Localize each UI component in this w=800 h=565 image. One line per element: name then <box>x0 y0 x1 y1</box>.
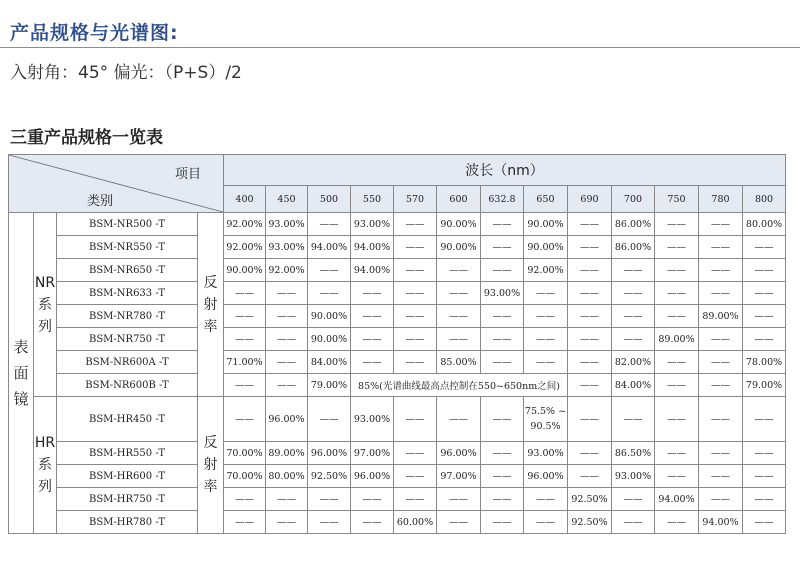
value-cell: —— <box>481 511 524 534</box>
value-cell: —— <box>224 374 266 397</box>
wavelength-col-header: 780 <box>699 186 743 213</box>
value-cell: —— <box>612 259 655 282</box>
value-cell: 92.50% <box>308 465 351 488</box>
value-cell: 90.00% <box>308 328 351 351</box>
table-row <box>9 236 786 259</box>
value-cell: —— <box>266 328 308 351</box>
value-cell: 86.00% <box>612 236 655 259</box>
value-cell: —— <box>568 328 612 351</box>
label-char: 射 <box>203 457 218 473</box>
value-cell: 92.00% <box>524 259 568 282</box>
value-cell: 78.00% <box>743 351 786 374</box>
value-cell: —— <box>481 351 524 374</box>
value-cell: 71.00% <box>224 351 266 374</box>
value-cell: 80.00% <box>743 213 786 236</box>
value-cell: 94.00% <box>655 488 699 511</box>
value-cell: 93.00% <box>524 442 568 465</box>
wavelength-col-header: 750 <box>655 186 699 213</box>
value-cell: —— <box>266 351 308 374</box>
wavelength-col-header: 550 <box>351 186 394 213</box>
value-cell: —— <box>655 305 699 328</box>
value-cell: —— <box>743 488 786 511</box>
model-cell: BSM-NR600A -T <box>57 351 198 374</box>
reflectance-label <box>198 397 224 534</box>
value-cell: —— <box>568 236 612 259</box>
value-cell: 90.00% <box>224 259 266 282</box>
value-cell: —— <box>437 305 481 328</box>
label-char: 射 <box>203 296 218 313</box>
value-cell: —— <box>612 397 655 442</box>
value-cell: —— <box>524 351 568 374</box>
value-cell: 92.50% <box>568 511 612 534</box>
value-cell: —— <box>351 488 394 511</box>
table-row <box>9 397 786 442</box>
value-cell: —— <box>224 511 266 534</box>
value-cell: —— <box>612 511 655 534</box>
label-char: 反 <box>203 274 218 291</box>
value-cell: 93.00% <box>266 236 308 259</box>
value-cell: —— <box>481 442 524 465</box>
value-cell: —— <box>394 259 437 282</box>
label-char: 表 <box>13 338 29 356</box>
value-cell: 94.00% <box>699 511 743 534</box>
table-row <box>9 511 786 534</box>
value-cell: —— <box>481 397 524 442</box>
model-cell: BSM-HR780 -T <box>57 511 198 534</box>
table-row <box>9 213 786 236</box>
value-cell: —— <box>699 397 743 442</box>
value-cell: 96.00% <box>308 442 351 465</box>
label-char: 率 <box>203 318 218 335</box>
value-cell: —— <box>351 282 394 305</box>
value-cell: —— <box>568 351 612 374</box>
value-cell: —— <box>308 511 351 534</box>
value-cell: —— <box>308 397 351 442</box>
value-cell: 89.00% <box>655 328 699 351</box>
value-cell: 60.00% <box>394 511 437 534</box>
value-cell: —— <box>612 488 655 511</box>
label-char: NR <box>34 274 56 291</box>
model-cell: BSM-HR750 -T <box>57 488 198 511</box>
value-cell: —— <box>655 442 699 465</box>
value-cell: —— <box>394 488 437 511</box>
value-cell: 82.00% <box>612 351 655 374</box>
value-cell: —— <box>481 213 524 236</box>
value-cell: 86.50% <box>612 442 655 465</box>
value-cell: —— <box>655 213 699 236</box>
value-cell: —— <box>266 511 308 534</box>
value-cell: —— <box>481 488 524 511</box>
wavelength-col-header: 570 <box>394 186 437 213</box>
value-cell: —— <box>743 442 786 465</box>
table-row <box>9 465 786 488</box>
value-cell: 75.5% ~ 90.5% <box>524 397 568 442</box>
value-cell: —— <box>568 397 612 442</box>
wavelength-header: 波长（nm） <box>224 155 786 186</box>
wavelength-col-header: 500 <box>308 186 351 213</box>
wavelength-col-header: 690 <box>568 186 612 213</box>
value-cell: —— <box>224 397 266 442</box>
model-cell: BSM-NR750 -T <box>57 328 198 351</box>
table-row <box>9 305 786 328</box>
label-char: 反 <box>203 435 218 451</box>
value-cell: —— <box>351 305 394 328</box>
hr-series-label <box>34 397 57 534</box>
value-cell: —— <box>568 213 612 236</box>
value-cell: 96.00% <box>437 442 481 465</box>
value-cell: —— <box>481 328 524 351</box>
value-cell: 92.00% <box>266 259 308 282</box>
model-cell: BSM-NR600B -T <box>57 374 198 397</box>
value-cell: 94.00% <box>351 236 394 259</box>
value-cell: —— <box>351 511 394 534</box>
model-cell: BSM-HR450 -T <box>57 397 198 442</box>
label-char: 系 <box>38 296 52 313</box>
value-cell: —— <box>481 236 524 259</box>
value-cell: —— <box>308 282 351 305</box>
value-cell: —— <box>308 213 351 236</box>
value-cell: —— <box>568 282 612 305</box>
value-cell: 89.00% <box>699 305 743 328</box>
value-cell: —— <box>699 259 743 282</box>
value-cell: —— <box>351 351 394 374</box>
value-cell: —— <box>394 397 437 442</box>
value-cell: 90.00% <box>437 236 481 259</box>
nr-series-label <box>34 213 57 397</box>
model-cell: BSM-NR633 -T <box>57 282 198 305</box>
value-cell: —— <box>437 328 481 351</box>
value-cell: —— <box>655 374 699 397</box>
value-cell: —— <box>394 213 437 236</box>
value-cell: —— <box>481 465 524 488</box>
value-cell: —— <box>224 282 266 305</box>
value-cell: 89.00% <box>266 442 308 465</box>
table-row <box>9 442 786 465</box>
value-cell: 70.00% <box>224 442 266 465</box>
value-cell: 93.00% <box>351 397 394 442</box>
value-cell: —— <box>568 442 612 465</box>
value-cell: —— <box>699 351 743 374</box>
value-cell: —— <box>655 236 699 259</box>
value-cell: 80.00% <box>266 465 308 488</box>
page-title: 产品规格与光谱图: <box>10 22 179 44</box>
value-cell: 96.00% <box>266 397 308 442</box>
value-cell: —— <box>524 282 568 305</box>
value-cell: —— <box>568 305 612 328</box>
label-char: HR <box>34 435 56 451</box>
value-cell: —— <box>481 259 524 282</box>
value-cell: —— <box>437 282 481 305</box>
value-cell: —— <box>655 259 699 282</box>
label-char: 率 <box>203 479 218 495</box>
value-cell: —— <box>266 374 308 397</box>
value-cell: 92.00% <box>224 213 266 236</box>
section-heading: 三重产品规格一览表 <box>10 128 163 148</box>
value-cell: —— <box>655 465 699 488</box>
model-cell: BSM-HR550 -T <box>57 442 198 465</box>
value-cell: —— <box>743 305 786 328</box>
table-row <box>9 374 786 397</box>
header-category-label: 类别 <box>87 194 114 209</box>
value-cell: —— <box>655 511 699 534</box>
value-cell: 94.00% <box>351 259 394 282</box>
value-cell: 84.00% <box>308 351 351 374</box>
value-cell: —— <box>699 465 743 488</box>
header-item-label: 项目 <box>174 167 201 182</box>
table-row <box>9 351 786 374</box>
table-row <box>9 282 786 305</box>
model-cell: BSM-NR500 -T <box>57 213 198 236</box>
value-cell: —— <box>568 259 612 282</box>
spec-table <box>8 154 786 534</box>
value-cell: —— <box>437 259 481 282</box>
value-cell: —— <box>266 305 308 328</box>
value-cell: —— <box>699 442 743 465</box>
model-cell: BSM-NR650 -T <box>57 259 198 282</box>
value-cell: 93.00% <box>266 213 308 236</box>
value-cell: —— <box>743 465 786 488</box>
value-cell: —— <box>524 511 568 534</box>
value-cell: 85.00% <box>437 351 481 374</box>
value-cell: —— <box>394 465 437 488</box>
wavelength-col-header: 650 <box>524 186 568 213</box>
value-cell: 92.50% <box>568 488 612 511</box>
value-cell: —— <box>394 282 437 305</box>
value-cell: 93.00% <box>351 213 394 236</box>
value-cell: —— <box>699 213 743 236</box>
value-cell: 97.00% <box>351 442 394 465</box>
value-cell: —— <box>351 328 394 351</box>
value-cell: —— <box>612 282 655 305</box>
value-cell: 79.00% <box>308 374 351 397</box>
value-cell: —— <box>568 374 612 397</box>
value-cell: —— <box>743 236 786 259</box>
value-cell: 97.00% <box>437 465 481 488</box>
value-cell: —— <box>699 328 743 351</box>
value-cell: —— <box>224 328 266 351</box>
value-cell: 84.00% <box>612 374 655 397</box>
value-cell: —— <box>655 351 699 374</box>
value-cell: 96.00% <box>524 465 568 488</box>
value-cell: —— <box>266 282 308 305</box>
title-divider <box>0 47 800 48</box>
value-cell: —— <box>699 236 743 259</box>
spectral-note-cell: 85%(光谱曲线最高点控制在550~650nm之间) <box>351 374 568 397</box>
value-cell: —— <box>524 305 568 328</box>
value-cell: 90.00% <box>524 213 568 236</box>
header-diagonal-cell <box>9 155 224 213</box>
wavelength-col-header: 632.8 <box>481 186 524 213</box>
value-cell: —— <box>394 305 437 328</box>
value-cell: 90.00% <box>524 236 568 259</box>
incidence-info: 入射角：45° 偏光：（P+S）/2 <box>10 63 242 83</box>
value-cell: —— <box>568 465 612 488</box>
model-cell: BSM-NR550 -T <box>57 236 198 259</box>
wavelength-col-header: 400 <box>224 186 266 213</box>
value-cell: 79.00% <box>743 374 786 397</box>
value-cell: —— <box>743 259 786 282</box>
value-cell: —— <box>308 259 351 282</box>
reflectance-label <box>198 213 224 397</box>
value-cell: —— <box>612 328 655 351</box>
model-cell: BSM-NR780 -T <box>57 305 198 328</box>
value-cell: —— <box>437 488 481 511</box>
value-cell: —— <box>699 282 743 305</box>
value-cell: —— <box>437 511 481 534</box>
value-cell: —— <box>743 397 786 442</box>
table-row <box>9 328 786 351</box>
value-cell: —— <box>394 442 437 465</box>
value-cell: —— <box>394 351 437 374</box>
value-cell: —— <box>394 236 437 259</box>
value-cell: —— <box>394 328 437 351</box>
value-cell: 93.00% <box>481 282 524 305</box>
label-char: 镜 <box>13 390 29 408</box>
value-cell: —— <box>481 305 524 328</box>
value-cell: 70.00% <box>224 465 266 488</box>
value-cell: 90.00% <box>437 213 481 236</box>
label-char: 列 <box>38 318 52 335</box>
surface-mirror-label <box>9 213 34 534</box>
value-cell: —— <box>524 328 568 351</box>
model-cell: BSM-HR600 -T <box>57 465 198 488</box>
label-char: 系 <box>38 457 52 473</box>
value-cell: —— <box>612 305 655 328</box>
value-cell: —— <box>224 488 266 511</box>
wavelength-col-header: 800 <box>743 186 786 213</box>
value-cell: 92.00% <box>224 236 266 259</box>
value-cell: —— <box>743 282 786 305</box>
label-char: 面 <box>13 364 29 382</box>
value-cell: —— <box>224 305 266 328</box>
wavelength-col-header: 700 <box>612 186 655 213</box>
table-row <box>9 488 786 511</box>
wavelength-col-header: 600 <box>437 186 481 213</box>
label-char: 列 <box>38 479 52 495</box>
value-cell: —— <box>655 282 699 305</box>
value-cell: —— <box>743 328 786 351</box>
value-cell: —— <box>524 488 568 511</box>
value-cell: —— <box>743 511 786 534</box>
value-cell: —— <box>437 397 481 442</box>
value-cell: 93.00% <box>612 465 655 488</box>
value-cell: 86.00% <box>612 213 655 236</box>
value-cell: 94.00% <box>308 236 351 259</box>
value-cell: —— <box>699 374 743 397</box>
value-cell: —— <box>308 488 351 511</box>
value-cell: —— <box>699 488 743 511</box>
value-cell: 90.00% <box>308 305 351 328</box>
wavelength-col-header: 450 <box>266 186 308 213</box>
value-cell: —— <box>655 397 699 442</box>
value-cell: 96.00% <box>351 465 394 488</box>
value-cell: —— <box>266 488 308 511</box>
table-row <box>9 259 786 282</box>
